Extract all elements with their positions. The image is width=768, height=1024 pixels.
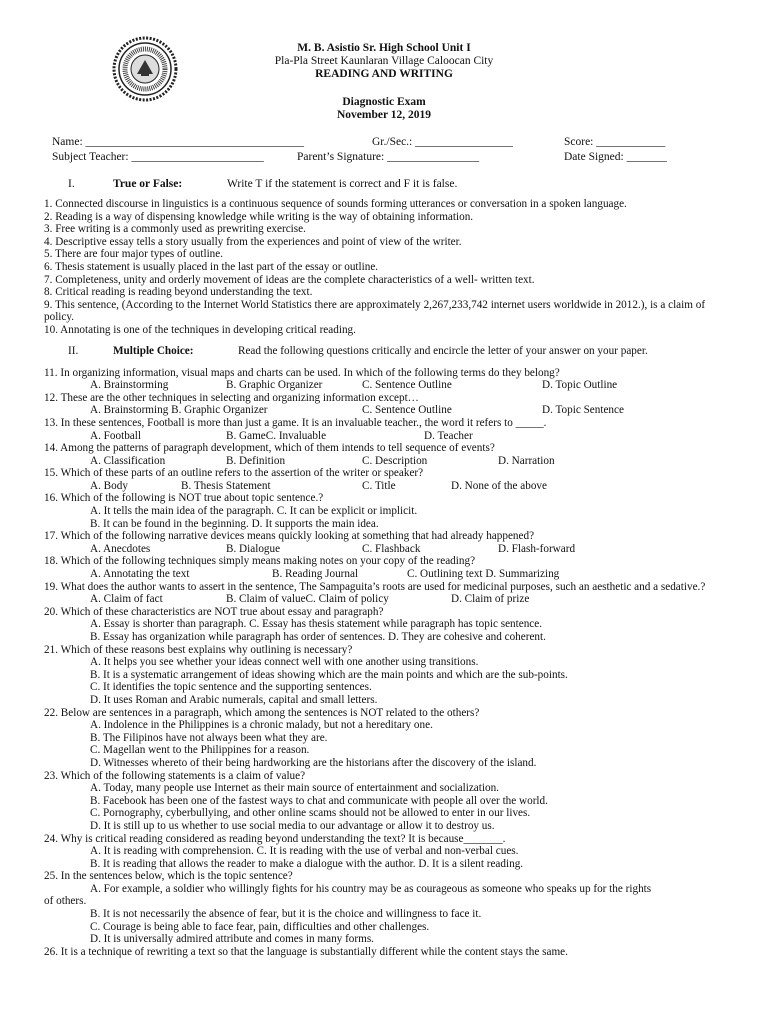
mc-option: C. Pornography, cyberbullying, and other online scams should not be allowed to enter in our lives. — [90, 807, 531, 820]
mc-option: B. Reading Journal — [272, 568, 359, 581]
mc-option: A. Today, many people use Internet as their main source of entertainment and socialization. — [90, 782, 499, 795]
exam-date: November 12, 2019 — [336, 109, 431, 121]
mc-option: B. Graphic Organizer — [226, 379, 323, 392]
tf-item: 1. Connected discourse in linguistics is a continuous sequence of sounds forming utterances or conversation in a spoken language. — [44, 198, 627, 210]
mc-question: 12. These are the other techniques in selecting and organizing information except… — [44, 391, 419, 404]
score-field[interactable]: Score: ____________ — [564, 136, 666, 148]
mc-option: A. Indolence in the Philippines is a chronic malady, but not a hereditary one. — [90, 719, 433, 732]
mc-question: 19. What does the author wants to assert in the sentence, The Sampaguita’s roots are used for medicinal purposes, such an aesthetic and a sedative.? — [44, 580, 706, 593]
mc-question: 13. In these sentences, Football is more than just a game. It is an invaluable teacher., the word it refers to _____. — [44, 416, 547, 429]
mc-question: 23. Which of the following statements is a claim of value? — [44, 769, 306, 782]
name-field[interactable]: Name: ______________________________________ — [52, 136, 305, 148]
mc-option: B. Facebook has been one of the fastest ways to chat and communicate with people all over the world. — [90, 794, 548, 807]
mc-question: 17. Which of the following narrative devices means quickly looking at something that had already happened? — [44, 530, 535, 543]
mc-option: D. It is universally admired attribute and comes in many forms. — [90, 933, 374, 946]
mc-option: A. Essay is shorter than paragraph. C. Essay has thesis statement while paragraph has topic sentence. — [90, 618, 543, 631]
tf-item: 7. Completeness, unity and orderly movement of ideas are the complete characteristics of a well- written text. — [44, 273, 535, 286]
mc-option: D. It uses Roman and Arabic numerals, capital and small letters. — [90, 693, 378, 706]
section-2-heading — [44, 337, 734, 367]
mc-options — [44, 568, 734, 581]
mc-option: C. Title — [362, 479, 396, 492]
mc-option: D. Narration — [498, 454, 555, 467]
mc-options — [44, 430, 734, 443]
school-name: M. B. Asistio Sr. High School Unit I — [297, 42, 471, 54]
mc-option: B. Dialogue — [226, 542, 281, 555]
mc-option: D. Claim of prize — [451, 593, 530, 606]
exam-questions — [44, 198, 734, 958]
tf-item: 6. Thesis statement is usually placed in the last part of the essay or outline. — [44, 260, 379, 273]
mc-option: C. Sentence Outline — [362, 379, 452, 392]
mc-options — [44, 593, 734, 606]
school-address: Pla-Pla Street Kaunlaran Village Caloocan City — [274, 55, 494, 67]
tf-item: 8. Critical reading is reading beyond understanding the text. — [44, 286, 313, 299]
mc-option: B. It is a systematic arrangement of ideas showing which are the main points and which are the sub-points. — [90, 668, 568, 681]
mc-option: B. Definition — [226, 454, 286, 467]
mc-option: A. Annotating the text — [90, 568, 190, 581]
mc-question: 25. In the sentences below, which is the topic sentence? — [44, 870, 293, 883]
subject-teacher-field[interactable]: Subject Teacher: _______________________ — [52, 151, 264, 163]
mc-option: C. Outlining text D. Summarizing — [407, 568, 560, 581]
mc-option: A. Brainstorming — [90, 379, 169, 392]
section-1-instructions: Write T if the statement is correct and F it is false. — [227, 178, 458, 190]
mc-option: C. Sentence Outline — [362, 404, 452, 417]
mc-option: B. It can be found in the beginning. D. It supports the main idea. — [90, 517, 379, 530]
section-1-number: I. — [68, 178, 75, 190]
exam-title: Diagnostic Exam — [342, 96, 426, 108]
mc-question: 21. Which of these reasons best explains why outlining is necessary? — [44, 643, 353, 656]
subject-title: READING AND WRITING — [315, 68, 453, 80]
mc-option: A. Football — [90, 429, 141, 442]
mc-question: 14. Among the patterns of paragraph development, which of them intends to tell sequence of events? — [44, 442, 495, 455]
mc-question: 16. Which of the following is NOT true about topic sentence.? — [44, 492, 324, 505]
mc-option: A. Claim of fact — [90, 593, 163, 606]
mc-option: A. It tells the main idea of the paragraph. C. It can be explicit or implicit. — [90, 505, 418, 518]
tf-item: 9. This sentence, (According to the Internet World Statistics there are approximately 2,267,233,742 internet users worldwide in 2012.), is a claim of policy. — [44, 298, 706, 324]
mc-option: C. It identifies the topic sentence and the supporting sentences. — [90, 681, 372, 694]
section-2-instructions: Read the following questions critically and encircle the letter of your answer on your paper. — [238, 344, 648, 357]
mc-option: A. Brainstorming B. Graphic Organizer — [90, 404, 268, 417]
mc-option: B. It is not necessarily the absence of fear, but it is the choice and willingness to face it. — [90, 908, 482, 921]
parent-signature-field[interactable]: Parent’s Signature: ________________ — [297, 151, 480, 163]
tf-item: 2. Reading is a way of dispensing knowledge while writing is the way of obtaining information. — [44, 210, 474, 223]
tf-item: 3. Free writing is a commonly used as prewriting exercise. — [44, 223, 306, 236]
mc-question: 11. In organizing information, visual maps and charts can be used. In which of the following terms do they belong? — [44, 366, 560, 379]
mc-option: B. GameC. Invaluable — [226, 429, 327, 442]
mc-option: D. It is still up to us whether to use social media to our advantage or allow it to destroy us. — [90, 819, 495, 832]
section-2-title: Multiple Choice: — [113, 344, 194, 357]
mc-option: D. Flash-forward — [498, 542, 576, 555]
mc-question: 26. It is a technique of rewriting a text so that the language is substantially different while the content stays the same. — [44, 945, 568, 958]
mc-option: A. Body — [90, 479, 128, 492]
mc-option: C. Description — [362, 454, 428, 467]
mc-option: B. Essay has organization while paragraph has order of sentences. D. They are cohesive and coherent. — [90, 631, 546, 643]
mc-question: 22. Below are sentences in a paragraph, which among the sentences is NOT related to the others? — [44, 706, 480, 719]
mc-options — [44, 455, 734, 468]
mc-option: B. The Filipinos have not always been what they are. — [90, 731, 328, 744]
mc-option: A. For example, a soldier who willingly fights for his country may be as courageous as someone who speaks up for the rights — [90, 882, 652, 895]
mc-option: B. Thesis Statement — [181, 479, 271, 492]
grade-section-field[interactable]: Gr./Sec.: _________________ — [372, 136, 513, 148]
mc-option: C. Flashback — [362, 542, 421, 555]
mc-option: A. It helps you see whether your ideas connect well with one another using transitions. — [90, 656, 479, 669]
section-2-number: II. — [68, 344, 79, 357]
mc-options — [44, 404, 734, 417]
tf-item: 5. There are four major types of outline. — [44, 248, 224, 261]
mc-question: 20. Which of these characteristics are NOT true about essay and paragraph? — [44, 605, 384, 618]
mc-question: 15. Which of these parts of an outline refers to the assertion of the writer or speaker? — [44, 467, 424, 480]
tf-item: 10. Annotating is one of the techniques in developing critical reading. — [44, 323, 356, 336]
mc-option: C. Magellan went to the Philippines for a reason. — [90, 744, 310, 757]
mc-option: B. Claim of valueC. Claim of policy — [226, 593, 389, 606]
mc-option: D. None of the above — [451, 479, 547, 492]
date-signed-field[interactable]: Date Signed: _______ — [564, 151, 667, 163]
mc-question: 18. Which of the following techniques simply means making notes on your copy of the reading? — [44, 555, 476, 568]
mc-option: D. Witnesses whereto of their being hardworking are the historians after the discovery of the island. — [90, 756, 537, 769]
mc-question: 24. Why is critical reading considered as reading beyond understanding the text? It is because_______. — [44, 832, 506, 845]
section-1-title: True or False: — [113, 178, 183, 190]
mc-option: A. It is reading with comprehension. C. It is reading with the use of verbal and non-verbal cues. — [90, 845, 519, 858]
mc-option: D. Topic Outline — [542, 379, 618, 392]
mc-option: B. It is reading that allows the reader to make a dialogue with the author. D. It is a silent reading. — [90, 857, 524, 870]
mc-option: A. Anecdotes — [90, 542, 151, 555]
tf-item: 4. Descriptive essay tells a story usually from the experiences and point of view of the writer. — [44, 235, 462, 248]
mc-option-continuation: of others. — [44, 895, 87, 908]
mc-options — [44, 480, 734, 493]
mc-option: C. Courage is being able to face fear, pain, difficulties and other challenges. — [90, 920, 430, 933]
mc-option: D. Teacher — [424, 429, 473, 442]
mc-options — [44, 379, 734, 392]
mc-option: D. Topic Sentence — [542, 404, 624, 417]
mc-option: A. Classification — [90, 454, 166, 467]
mc-options — [44, 543, 734, 556]
